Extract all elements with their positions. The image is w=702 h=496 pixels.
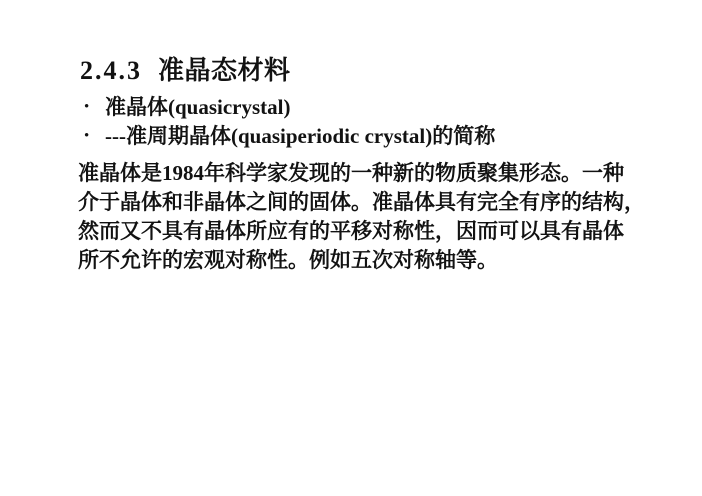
paragraph-line: 所不允许的宏观对称性。例如五次对称轴等。	[78, 248, 498, 272]
list-item	[84, 122, 495, 151]
bullet-icon: •	[84, 99, 90, 115]
bullet-item-text: 准晶体(quasicrystal)	[105, 95, 291, 119]
paragraph-line: 介于晶体和非晶体之间的固体。准晶体具有完全有序的结构，	[78, 190, 645, 214]
list-item	[84, 93, 495, 122]
page-title	[80, 54, 291, 88]
body-paragraph	[78, 159, 658, 275]
paragraph-line: 然而又不具有晶体所应有的平移对称性，因而可以具有晶体	[78, 219, 624, 243]
bullet-icon: •	[84, 128, 90, 144]
bullet-list	[84, 93, 495, 151]
paragraph-line: 准晶体是1984年科学家发现的一种新的物质聚集形态。一种	[78, 161, 624, 185]
bullet-item-text: ---准周期晶体(quasiperiodic crystal)的简称	[105, 124, 496, 148]
page-title-text: 准晶态材料	[158, 56, 291, 85]
page-title-number: 2.4.3	[80, 56, 142, 85]
